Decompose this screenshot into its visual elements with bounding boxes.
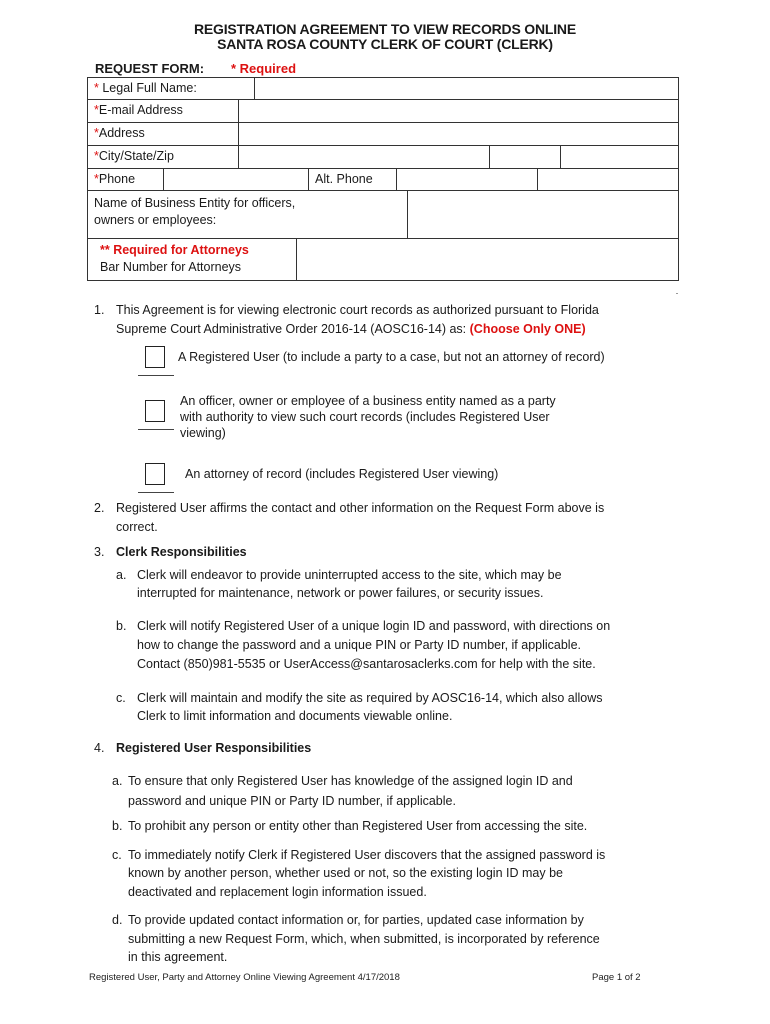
stray-mark [676,293,678,294]
email-field[interactable] [238,99,679,123]
email-label: E-mail Address [98,103,183,117]
business-entity-checkbox[interactable] [145,400,165,422]
section-3b-line3: Contact (850)981-5535 or UserAccess@santarosaclerks.com for help with the site. [137,657,596,671]
section-3c-line2: Clerk to limit information and documents viewable online. [137,709,453,723]
option-business-entity-line3: viewing) [180,426,226,440]
section-3b-marker: b. [116,619,127,633]
footer-page-number: Page 1 of 2 [592,972,641,983]
address-field[interactable] [238,122,679,146]
address-label: Address [98,126,145,140]
section-3b-line2: how to change the password and a unique PIN or Party ID number, if applicable. [137,638,582,652]
business-entity-label-line2: owners or employees: [94,213,217,227]
section-3a-line2: interrupted for maintenance, network or power failures, or security issues. [137,586,544,600]
legal-name-label: Legal Full Name: [102,81,197,95]
alt-phone-label: Alt. Phone [315,172,373,186]
required-star: * [94,149,99,163]
alt-phone-ext-field[interactable] [537,168,679,191]
section-3-title: Clerk Responsibilities [116,545,247,559]
section-4b-marker: b. [112,819,123,833]
section-4b-line1: To prohibit any person or entity other than Registered User from accessing the site. [128,819,588,833]
section-2-line1: Registered User affirms the contact and other information on the Request Form above is [116,501,605,515]
business-entity-field[interactable] [407,190,679,239]
required-star: * [94,103,99,117]
address-label-cell [87,122,239,146]
city-field[interactable] [238,145,490,169]
alt-phone-field[interactable] [396,168,538,191]
required-star: * [94,172,99,186]
option-business-entity-line2: with authority to view such court records (includes Registered User [180,410,550,424]
option-business-entity-line1: An officer, owner or employee of a business entity named as a party [180,394,556,408]
section-4d-marker: d. [112,913,123,927]
section-4a-line2: password and unique PIN or Party ID number, if applicable. [128,794,456,808]
section-3-number: 3. [94,545,105,559]
zip-field[interactable] [560,145,679,169]
section-1-number: 1. [94,303,105,317]
section-4c-line1: To immediately notify Clerk if Registered User discovers that the assigned password is [128,848,606,862]
section-4d-line1: To provide updated contact information or, for parties, updated case information by [128,913,584,927]
section-4d-line3: in this agreement. [128,950,228,964]
document-title-line1: REGISTRATION AGREEMENT TO VIEW RECORDS ONLINE [194,21,576,37]
legal-name-label-cell [87,77,255,100]
attorney-checkbox[interactable] [145,463,165,485]
request-form-table [87,77,679,281]
checkbox-underline [138,492,174,493]
alt-phone-label-cell [308,168,397,191]
business-entity-label-line1: Name of Business Entity for officers, [94,196,296,210]
request-form-label: REQUEST FORM: [95,61,205,76]
section-1-line1: This Agreement is for viewing electronic court records as authorized pursuant to Florida [116,303,599,317]
section-4c-marker: c. [112,848,122,862]
phone-label: Phone [98,172,136,186]
option-registered-user-text: A Registered User (to include a party to a case, but not an attorney of record) [178,350,605,364]
section-3c-marker: c. [116,691,126,705]
registered-user-checkbox[interactable] [145,346,165,368]
section-4a-line1: To ensure that only Registered User has knowledge of the assigned login ID and [128,774,573,788]
business-entity-label-cell [87,190,408,239]
section-4d-line2: submitting a new Request Form, which, when submitted, is incorporated by reference [128,932,600,946]
section-3a-marker: a. [116,568,127,582]
checkbox-underline [138,375,174,376]
section-4c-line3: deactivated and replacement login information issued. [128,885,427,899]
required-star: * [94,81,99,95]
bar-number-label: Bar Number for Attorneys [100,260,242,274]
section-3c-line1: Clerk will maintain and modify the site as required by AOSC16-14, which also allows [137,691,603,705]
legal-name-field[interactable] [254,77,679,100]
bar-number-label-cell [87,238,297,281]
section-2-number: 2. [94,501,105,515]
city-state-zip-label-cell [87,145,239,169]
phone-label-cell [87,168,164,191]
section-4-number: 4. [94,741,105,755]
required-legend: * Required [231,61,297,76]
section-3a-line1: Clerk will endeavor to provide uninterrupted access to the site, which may be [137,568,562,582]
attorney-required-note: ** Required for Attorneys [100,243,249,257]
city-state-zip-label: City/State/Zip [98,149,174,163]
section-1-line2 [116,320,586,339]
option-attorney-text: An attorney of record (includes Registered User viewing) [185,467,499,481]
required-star: * [94,126,99,140]
section-4c-line2: known by another person, whether used or not, so the existing login ID may be [128,866,563,880]
section-1-line2-text: Supreme Court Administrative Order 2016-14 (AOSC16-14) as: [116,322,470,336]
section-3b-line1: Clerk will notify Registered User of a unique login ID and password, with directions on [137,619,611,633]
choose-one-note: (Choose Only ONE) [469,322,586,336]
section-4a-marker: a. [112,774,123,788]
email-label-cell [87,99,239,123]
section-4-title: Registered User Responsibilities [116,741,312,755]
section-2-line2: correct. [116,520,158,534]
phone-field[interactable] [163,168,309,191]
checkbox-underline [138,429,174,430]
bar-number-field[interactable] [296,238,679,281]
state-field[interactable] [489,145,561,169]
footer-document-name: Registered User, Party and Attorney Online Viewing Agreement 4/17/2018 [89,972,400,983]
document-title-line2: SANTA ROSA COUNTY CLERK OF COURT (CLERK) [217,36,553,52]
